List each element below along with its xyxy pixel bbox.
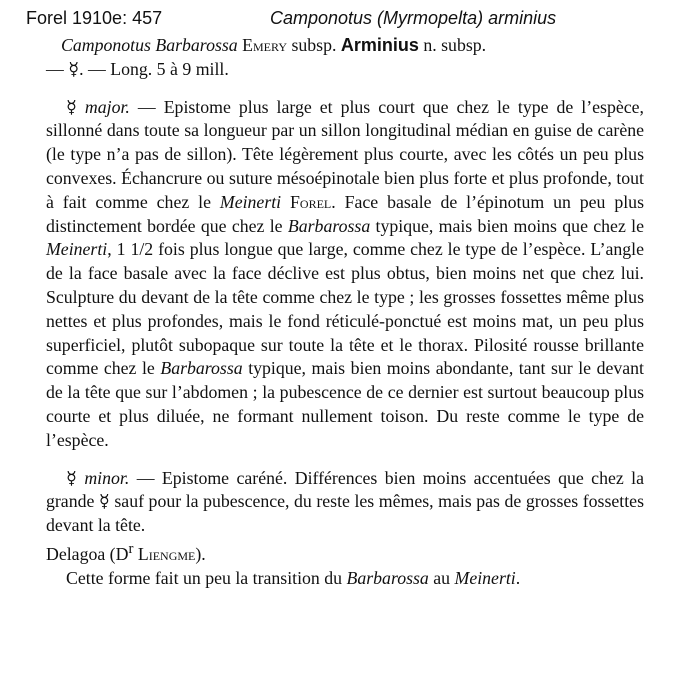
taxon-rank: subsp. bbox=[291, 35, 337, 55]
transition-note bbox=[46, 567, 644, 591]
note-text-1: Cette forme fait un peu la transition du bbox=[66, 567, 347, 588]
taxon-status: n. subsp. bbox=[423, 35, 487, 55]
major-taxon-4: Barbarossa bbox=[160, 358, 243, 379]
description-text bbox=[46, 34, 644, 590]
taxon-author: Emery bbox=[242, 35, 288, 55]
locality-title-sup: r bbox=[128, 540, 134, 557]
locality-line bbox=[46, 538, 644, 567]
major-author-1: Forel bbox=[281, 191, 332, 212]
worker-size-line: — ☿. — Long. 5 à 9 mill. bbox=[46, 58, 229, 79]
locality-place: Delagoa (D bbox=[46, 543, 129, 564]
minor-caste-label: ☿ minor. bbox=[66, 467, 130, 488]
major-taxon-3: Meinerti bbox=[46, 239, 108, 260]
major-text-1: — Epistome plus large et plus court que chez le type de l’espèce, sillonné dans toute sa longueur par un sillon longitudinal médian en guise de carène (le type n’a pas de sillon). Tête légèrement plus courte, avec les côtés un peu plus convexes. Échancrure ou suture mésoépinotale bien plus forte et plus profonde, tout à fait comme chez le bbox=[46, 96, 644, 212]
locality-collector: Liengme bbox=[133, 543, 196, 564]
reference-citation: Forel 1910e: 457 bbox=[26, 8, 163, 28]
major-text-5: typique, mais bien moins abondante, tant sur le devant de la tête que sur l’abdomen ; la pubescence de ce dernier est surtout beaucoup plus courte et plus diluée, ne formant nullement toison. Du reste comme le type de l’espèce. bbox=[46, 358, 644, 450]
major-text-2: . Face basale de l’épinotum un peu plus distinctement bordée que chez le bbox=[46, 191, 644, 236]
minor-text-1: — Epistome caréné. Différences bien moins accentuées que chez la grande ☿ sauf pour la pubescence, du reste les mêmes, mais pas de grosses fossettes devant la tête. bbox=[46, 467, 644, 536]
major-caste-label: ☿ major. bbox=[66, 96, 130, 117]
note-text-3: . bbox=[515, 567, 521, 588]
major-text-4: , 1 1/2 fois plus longue que large, comme chez le type de l’espèce. L’angle de la face basale avec la face déclive est plus obtus, bien moins net que chez lui. Sculpture du devant de la tête comme chez le type ; les grosses fossettes même plus nettes et plus profondes, mais le fond réticulé-ponctué est moins mat, un peu plus superficiel, plutôt subopaque sur toute la tête et le thorax. Pilosité rousse brillante comme chez le bbox=[46, 239, 644, 379]
minor-worker-paragraph bbox=[46, 467, 644, 538]
page-header bbox=[26, 5, 666, 31]
subspecies-name: Arminius bbox=[340, 35, 419, 55]
taxon-title-line bbox=[46, 34, 644, 58]
major-taxon-2: Barbarossa bbox=[287, 215, 371, 236]
taxon-heading: Camponotus (Myrmopelta) arminius bbox=[270, 8, 557, 28]
taxon-genus-species: Camponotus Barbarossa bbox=[61, 35, 238, 55]
note-text-2: au bbox=[428, 567, 455, 588]
locality-close: ). bbox=[195, 543, 206, 564]
major-text-3: typique, mais bien moins que chez le bbox=[370, 215, 645, 236]
major-worker-paragraph bbox=[46, 96, 644, 453]
major-taxon-1: Meinerti bbox=[219, 191, 282, 212]
note-taxon-2: Meinerti bbox=[454, 567, 516, 588]
note-taxon-1: Barbarossa bbox=[346, 567, 429, 588]
